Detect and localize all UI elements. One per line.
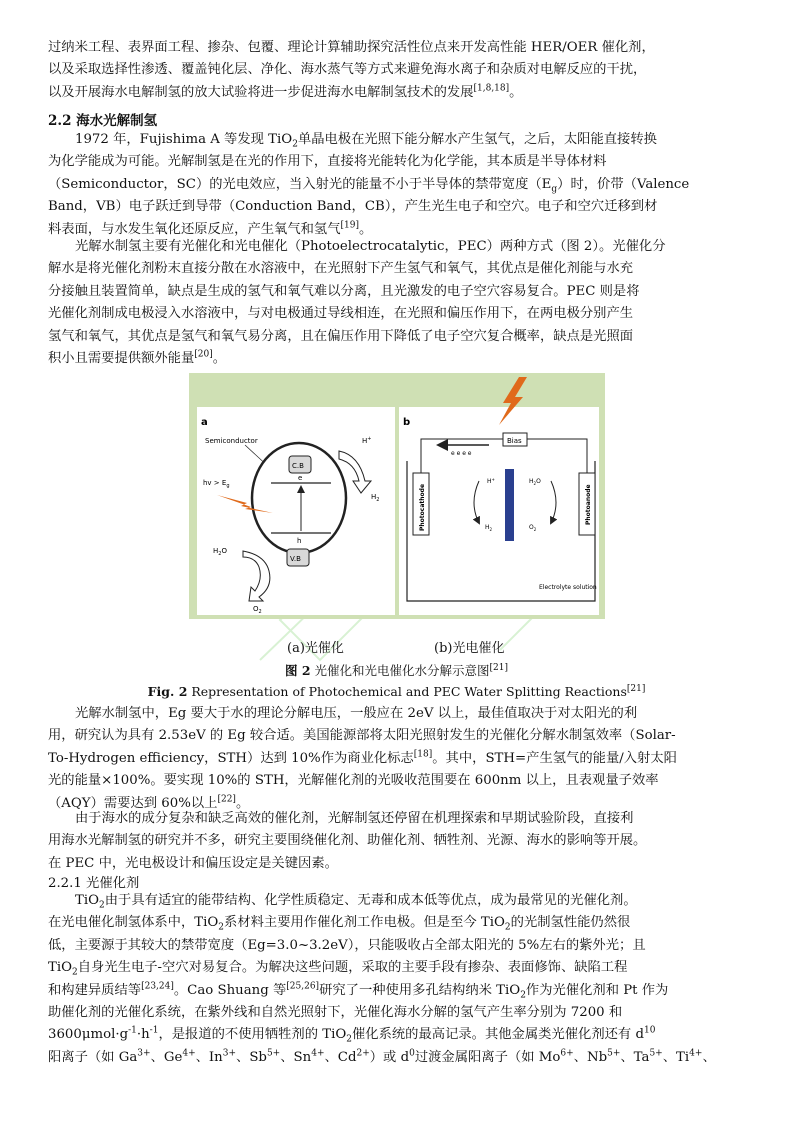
text-run: 阳离子（如 Ga (48, 1049, 138, 1065)
h2-label: $H_2$ (371, 493, 380, 503)
p2-line-2: 为化学能成为可能。光解制氢是在光的作用下，直接将光能转化为化学能，其本质是半导体材料 (48, 154, 607, 170)
p3-line-4: 光催化剂制成电极浸入水溶液中，与对电极通过导线相连，在光照和偏压作用下，在两电极分别产生 (48, 306, 634, 322)
text-run: 、Ge (150, 1049, 183, 1065)
h-plus-label: H+ (362, 436, 372, 445)
text-run: 、Ta (620, 1049, 650, 1065)
sublabel-b: (b)光电催化 (434, 641, 505, 656)
text-run: 和构建异质结等 (48, 982, 142, 998)
p4-end: 。 (235, 795, 250, 811)
p4-line-1: 光解水制氢中，Eg 要大于水的理论分解电压，一般应在 2eV 以上，最佳值取决于对太阳光的利 (75, 706, 638, 721)
subscript: 2 (72, 967, 78, 978)
vb-label: V.B (290, 555, 301, 563)
p1-line-3: 以及开展海水电解制氢的放大试验将进一步促进海水电解制氢技术的发展 (48, 84, 474, 100)
text-run: 研究了一种使用多孔结构纳米 TiO (319, 982, 521, 998)
superscript: 3+ (222, 1048, 237, 1059)
text-run: 由于具有适宜的能带结构、化学性质稳定、无毒和成本低等优点，成为最常见的光催化剂。 (104, 893, 637, 908)
text-run: TiO (75, 893, 100, 908)
p3-line-3: 分接触且装置简单，缺点是生成的氢气和氧气难以分离，且光激发的电子空穴容易复合。PEC 则是将 (48, 283, 640, 299)
text-run: 过渡金属阳离子（如 Mo (414, 1049, 561, 1065)
citation: [18] (413, 749, 433, 760)
citation: [20] (194, 349, 213, 360)
caption-en-prefix: Fig. 2 (147, 684, 188, 699)
text-run: 、Nb (573, 1049, 608, 1065)
subscript: 2 (218, 923, 225, 934)
text-run: 。Cao Shuang 等 (173, 982, 287, 998)
p1-line-2: 以及采取选择性渗透、覆盖钝化层、净化、海水蒸气等方式来避免海水离子和杂质对电解反应的干扰， (48, 62, 647, 78)
figure-caption-cn (0, 661, 793, 679)
superscript: 0 (409, 1048, 415, 1059)
h2o-label: $H_2O$ (213, 547, 227, 557)
p2-line-3b: ）时，价带（Valence (557, 176, 690, 192)
text-run: 自身光生电子-空穴对易复合。为解决这些问题，采取的主要手段有掺杂、表面修饰、缺陷工程 (77, 960, 628, 976)
superscript: 2+ (356, 1048, 370, 1059)
superscript: -1 (128, 1026, 137, 1037)
text-run: 、In (195, 1049, 223, 1065)
o2-label: $O_2$ (253, 605, 262, 615)
text-run: 的光制氢性能仍然很 (510, 915, 631, 931)
text-run: TiO (48, 960, 73, 976)
hole-label: h (297, 537, 302, 545)
p4-line-5: （AQY）需要达到 60%以上 (48, 795, 218, 811)
photoanode-label: Photoanode (585, 484, 592, 525)
text-run: ·h (136, 1027, 150, 1043)
h2o-label-b: $H_2O$ (529, 478, 541, 486)
citation: [21] (489, 662, 509, 673)
text-run: ）或 d (369, 1049, 410, 1065)
subscript: 2 (346, 1035, 352, 1046)
p2-line-4: Band，VB）电子跃迁到导带（Conduction Band，CB），产生光生电子和空穴。电子和空穴迁移到材 (48, 199, 658, 215)
p2-line-1b: 单晶电极在光照下能分解水产生氢气，之后，太阳能直接转换 (297, 132, 657, 147)
superscript: 4+ (311, 1048, 325, 1059)
p4-line-4: 光的能量×100%。要实现 10%的 STH，光解催化剂的光吸收范围要在 600nm 以上，且表观量子效率 (48, 773, 659, 789)
p3-line-1: 光解水制氢主要有光催化和光电催化（Photoelectrocatalytic，PEC）两种方式（图 2）。光催化分 (75, 239, 666, 254)
p2-line-3a: （Semiconductor，SC）的光电效应，当入射光的能量不小于半导体的禁带宽度（E (48, 176, 552, 192)
subscript: 2 (520, 990, 526, 1001)
p3-line-6: 积小且需要提供额外能量 (48, 351, 195, 367)
text-run: 、Sb (236, 1049, 267, 1065)
p1-end: 。 (509, 84, 523, 100)
photocathode-label: Photocathode (419, 483, 426, 531)
citation: [1,8,18] (473, 83, 510, 94)
photon-energy-label: hv > $E_g$ (203, 479, 230, 489)
superscript: 10 (643, 1026, 656, 1037)
citation: [25,26] (286, 981, 320, 992)
superscript: 5+ (607, 1048, 621, 1059)
p1-line-1: 过纳米工程、表界面工程、掺杂、包覆、理论计算辅助探究活性位点来开发高性能 HER/OER 催化剂， (48, 40, 655, 55)
paragraph-1 (48, 37, 745, 104)
superscript: 3+ (137, 1048, 151, 1059)
paragraph-4 (48, 703, 745, 815)
figure-diagram (189, 373, 605, 619)
paragraph-5 (48, 808, 745, 875)
superscript: 5+ (266, 1048, 281, 1059)
p5-line-2: 用海水光解制氢的研究并不多，研究主要围绕催化剂、助催化剂、牺牲剂、光源、海水的影响等开展。 (48, 833, 647, 849)
semiconductor-label: Semiconductor (205, 437, 258, 445)
text-run: 助催化剂的光催化系统，在紫外线和自然光照射下，光催化海水分解的氢气产生率分别为 7200 和 (48, 1005, 623, 1021)
panel-b-label: b (403, 417, 411, 428)
caption-cn-prefix: 图 2 (284, 663, 311, 678)
caption-cn-text: 光催化和光电催化水分解示意图 (310, 663, 490, 678)
superscript: 4+ (182, 1048, 196, 1059)
text-run: 低，主要源于其较大的禁带宽度（Eg=3.0~3.2eV），只能吸收占全部太阳光的 5%左右的紫外光；且 (48, 937, 646, 953)
citation: [19] (340, 220, 360, 231)
subscript: 2 (504, 923, 511, 934)
text-run: 作为光催化剂和 Pt 作为 (525, 982, 669, 998)
electron-flow-label: e e e e (451, 450, 472, 457)
p2-end: 。 (359, 221, 373, 237)
text-run: 、 (702, 1049, 716, 1065)
citation: [22] (217, 794, 236, 805)
p5-line-3: 在 PEC 中，光电极设计和偏压设定是关键因素。 (48, 855, 338, 871)
caption-en-text: Representation of Photochemical and PEC Water Splitting Reactions (187, 684, 627, 699)
text-run: 3600μmol·g (48, 1027, 129, 1043)
text-run: 、Sn (280, 1049, 312, 1065)
subscript: 2 (99, 900, 105, 911)
superscript: 6+ (560, 1048, 574, 1059)
superscript: 5+ (649, 1048, 663, 1059)
subscript: g (551, 184, 558, 195)
text-run: ，是报道的不使用牺牲剂的 TiO (158, 1027, 347, 1043)
superscript: -1 (149, 1026, 159, 1037)
p2-line-5: 料表面，与水发生氧化还原反应，产生氧气和氢气 (48, 221, 341, 237)
subscript: 2 (292, 139, 298, 150)
figure-2 (189, 373, 605, 619)
p4-line-3a: To-Hydrogen efficiency，STH）达到 10%作为商业化标志 (48, 750, 414, 766)
p2-line-1a: 1972 年，Fujishima A 等发现 TiO (75, 132, 293, 147)
figure-caption-en (0, 684, 793, 699)
p5-line-1: 由于海水的成分复杂和缺乏高效的催化剂，光解制氢还停留在机理探索和早期试验阶段，直接利 (75, 811, 634, 826)
citation: [21] (626, 683, 646, 694)
text-run: 系材料主要用作催化剂工作电极。但是至今 TiO (224, 915, 505, 931)
section-heading: 2.2 海水光解制氢 (48, 113, 158, 129)
superscript: 4+ (689, 1048, 703, 1059)
citation: [23,24] (141, 981, 174, 992)
cb-label: C.B (292, 462, 304, 470)
h2-label-b: $H_2$ (485, 524, 493, 532)
paragraph-3 (48, 236, 745, 370)
p4-line-3b: 。其中，STH=产生氢气的能量/入射太阳 (432, 750, 677, 766)
electron-label: e (298, 474, 303, 482)
paragraph-2 (48, 129, 745, 241)
sublabel-a: (a)光催化 (287, 641, 344, 656)
panel-a-label: a (201, 417, 208, 428)
electrolyte-label: Electrolyte solution (539, 584, 597, 591)
text-run: 、Ti (662, 1049, 690, 1065)
proton-exchange-membrane (505, 469, 514, 541)
p3-end: 。 (212, 351, 227, 367)
p4-line-2: 用，研究认为具有 2.53eV 的 Eg 较合适。美国能源部将太阳光照射发生的光催化分解水制氢效率（Solar- (48, 728, 676, 744)
p3-line-5: 氢气和氧气，其优点是氢气和氧气易分离，且在偏压作用下降低了电子空穴复合概率，缺点是光照面 (48, 328, 634, 344)
bias-label: Bias (507, 437, 522, 445)
text-run: 、Cd (324, 1049, 357, 1065)
h-plus-label-b: H+ (487, 477, 495, 485)
subsection-heading: 2.2.1 光催化剂 (48, 876, 140, 891)
o2-label-b: $O_2$ (529, 524, 537, 532)
paragraph-6 (48, 890, 745, 1069)
p3-line-2: 解水是将光催化剂粉末直接分散在水溶液中，在光照射下产生氢气和氧气，其优点是催化剂能与水充 (48, 261, 634, 277)
text-run: 催化系统的最高记录。其他金属类光催化剂还有 d (352, 1027, 644, 1043)
text-run: 在光电催化制氢体系中，TiO (48, 915, 219, 931)
